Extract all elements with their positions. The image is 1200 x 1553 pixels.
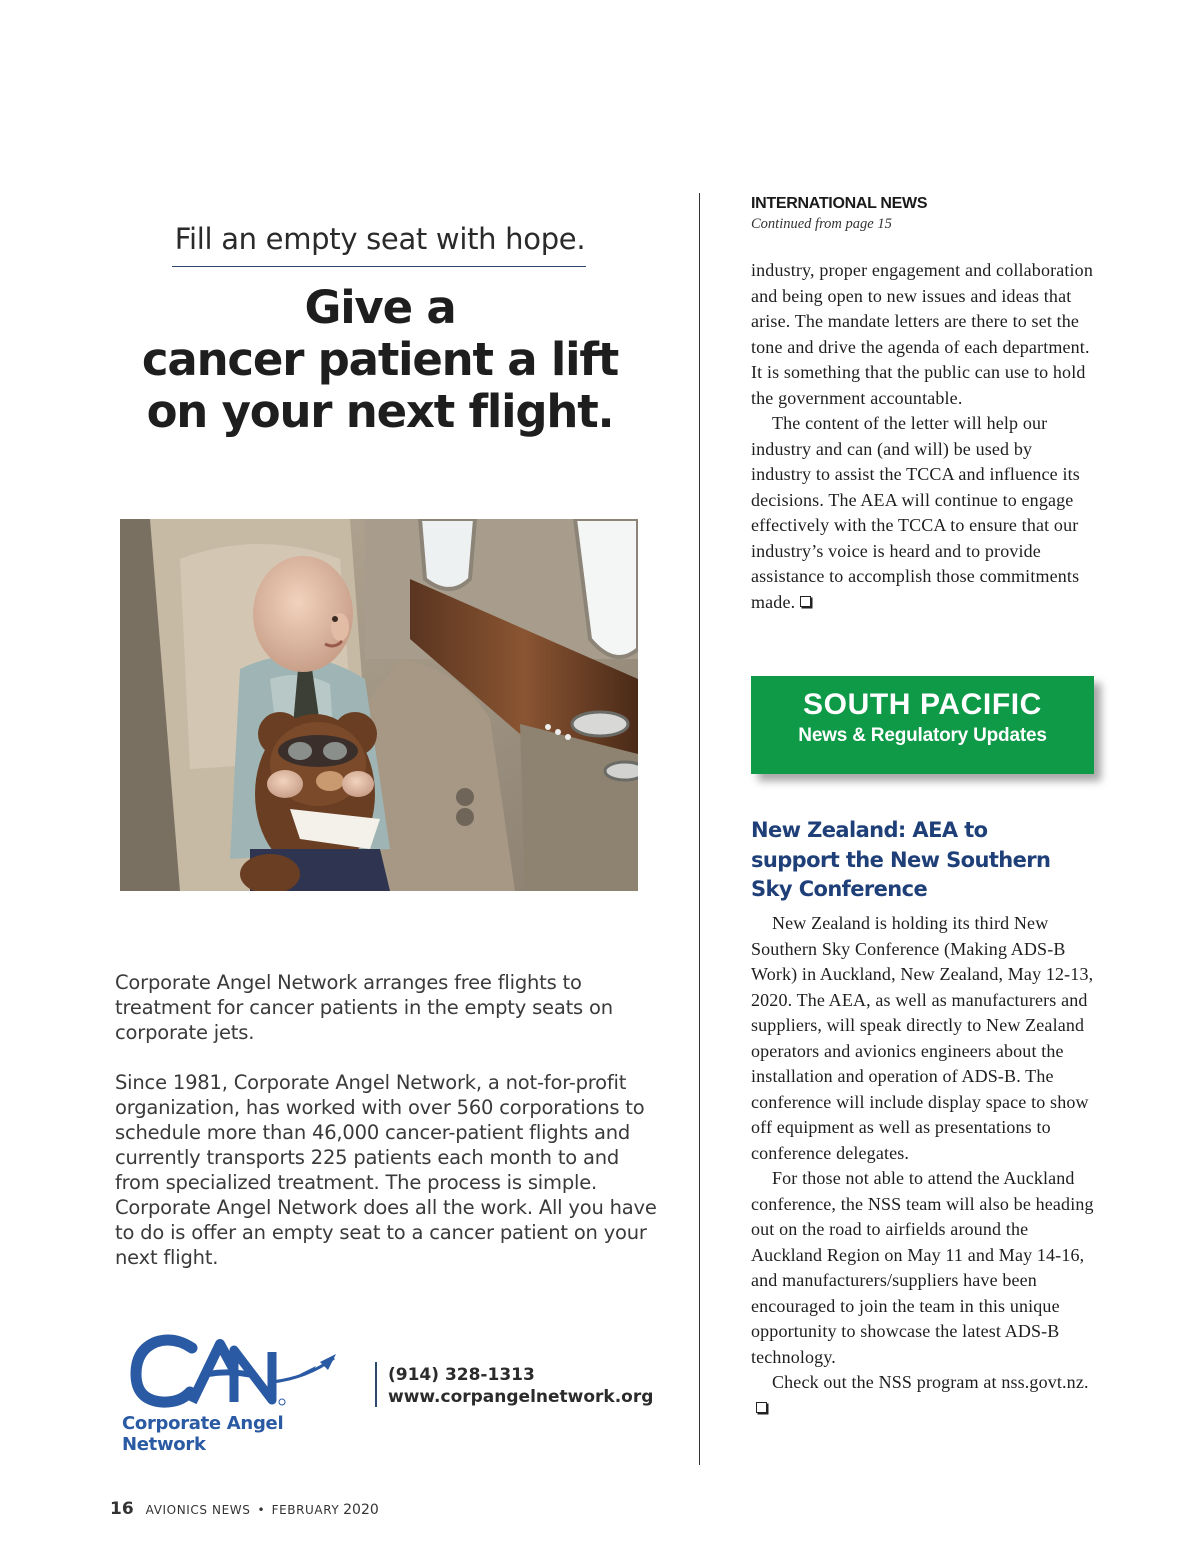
- ad-headline-line-3: on your next flight.: [146, 385, 614, 438]
- article-headline-line-2: support the New Southern: [751, 847, 1051, 872]
- ad-body-paragraph-1: Corporate Angel Network arranges free flights to treatment for cancer patients in the empty seats on corporate jets.: [115, 971, 613, 1044]
- ad-headline-line-1: Give a: [304, 281, 456, 334]
- banner-title: SOUTH PACIFIC: [803, 688, 1042, 721]
- continued-note: Continued from page 15: [751, 216, 892, 232]
- continued-article-text: [751, 258, 1096, 615]
- continued-paragraph-1: industry, proper engagement and collaboration and being open to new issues and ideas that arise. The mandate letters are there to set the tone and drive the agenda of each department. It is something that the public can use to hold the government accountable.: [751, 260, 1093, 408]
- continued-paragraph-2-text: The content of the letter will help our industry and can (and will) be used by industry to assist the TCCA and influence its decisions. The AEA will continue to engage effectively with the TCCA to ensure that our industry’s voice is heard and to provide assistance to accomplish those commitments made.: [751, 413, 1080, 612]
- can-logo-name: Corporate Angel Network: [122, 1413, 284, 1455]
- issue-year: 2020: [343, 1502, 379, 1518]
- footer-bullet: •: [257, 1503, 265, 1517]
- ad-photo: [120, 519, 638, 891]
- can-logo-mark: [122, 1330, 367, 1415]
- page-footer: [110, 1499, 379, 1519]
- south-pacific-banner: [751, 676, 1094, 774]
- article-headline: [751, 816, 1081, 905]
- end-mark-icon: [756, 1402, 767, 1413]
- page-number: 16: [110, 1499, 134, 1519]
- banner-subtitle: News & Regulatory Updates: [798, 725, 1047, 746]
- article-headline-line-1: New Zealand: AEA to: [751, 818, 988, 842]
- end-mark-icon: [800, 596, 811, 607]
- article-body: [751, 911, 1096, 1421]
- article-paragraph-2: For those not able to attend the Auckland conference, the NSS team will also be heading out on the road to airfields around the Auckland Region on May 11 and May 14-16, and manufacturers/suppliers have been encouraged to join the team in this unique opportunity to showcase the latest ADS-B technology.: [751, 1168, 1094, 1367]
- issue-month: FEBRUARY: [271, 1503, 340, 1517]
- boy-on-jet-illustration: [120, 519, 638, 891]
- continued-paragraph-2: [751, 411, 1096, 615]
- ad-body-paragraph-2: Since 1981, Corporate Angel Network, a not-for-profit organization, has worked with over 560 corporations to schedule more than 46,000 cancer-patient flights and currently transports 225 patients each month to and from specialized treatment. The process is simple. Corporate Angel Network does all the work. All you have to do is offer an empty seat to a cancer patient on your next flight.: [115, 1071, 657, 1269]
- article-paragraph-3-text: Check out the NSS program at nss.govt.nz.: [772, 1372, 1089, 1392]
- tagline-rule: [172, 266, 586, 267]
- contact-divider: [375, 1362, 377, 1407]
- ad-website-link[interactable]: www.corpangelnetwork.org: [388, 1387, 654, 1407]
- ad-phone[interactable]: (914) 328-1313: [388, 1365, 535, 1385]
- ad-body-copy: [115, 970, 660, 1295]
- ad-tagline: Fill an empty seat with hope.: [174, 222, 586, 256]
- ad-contact: [388, 1364, 653, 1408]
- ad-headline: [110, 282, 650, 438]
- article-headline-line-3: Sky Conference: [751, 877, 928, 901]
- article-paragraph-3: [751, 1370, 1096, 1421]
- ad-headline-line-2: cancer patient a lift: [141, 333, 619, 386]
- section-label: INTERNATIONAL NEWS: [751, 195, 928, 212]
- publication-name: AVIONICS NEWS: [145, 1503, 251, 1517]
- article-paragraph-1: New Zealand is holding its third New Southern Sky Conference (Making ADS-B Work) in Auckland, New Zealand, May 12-13, 2020. The AEA, as well as manufacturers and suppliers, will speak directly to New Zealand operators and avionics engineers about the installation and operation of ADS-B. The conference will include display space to show off equipment as well as presentations to conference delegates.: [751, 913, 1094, 1163]
- column-divider: [699, 193, 700, 1465]
